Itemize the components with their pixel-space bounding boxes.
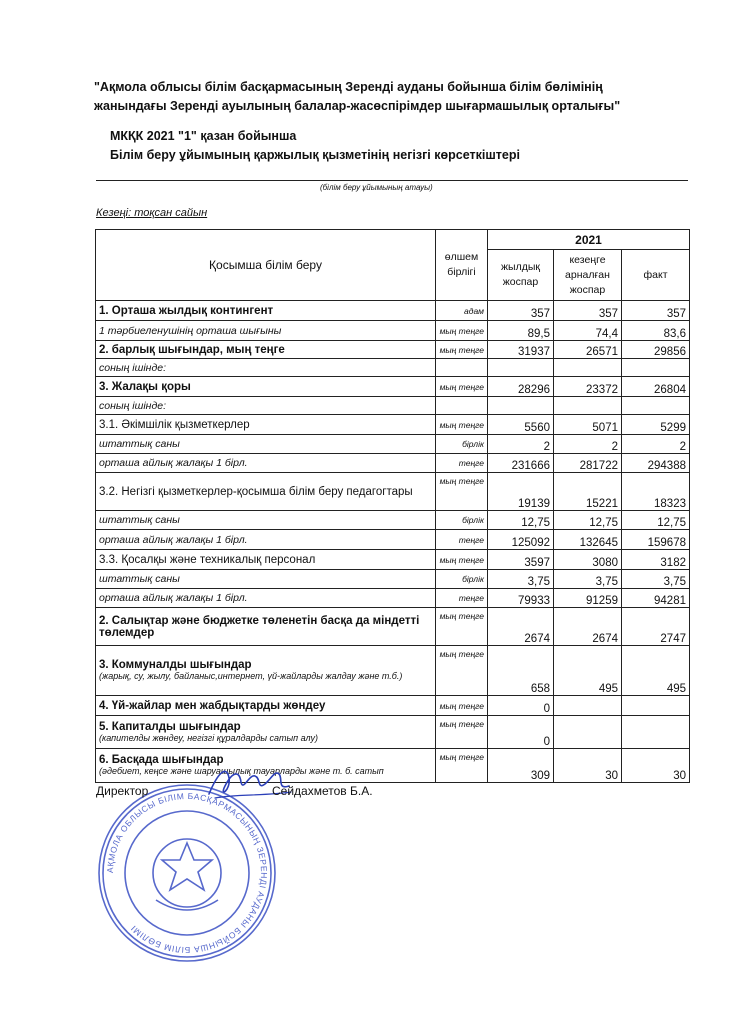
row-label: штаттық саны [99, 573, 180, 585]
row-value-plan: 2 [488, 435, 554, 454]
row-label: соның ішінде: [99, 361, 167, 374]
row-value-fact: 495 [622, 646, 690, 696]
table-row [96, 589, 690, 608]
row-unit: теңге [436, 530, 488, 550]
table-row [96, 716, 690, 749]
row-value-period-plan [554, 359, 622, 377]
director-label: Директор [96, 784, 149, 798]
row-label-cell [96, 473, 436, 511]
svg-text:АҚМОЛА ОБЛЫСЫ БІЛІМ БАСҚАРМАСЫ [105, 791, 269, 955]
column-header-fact: факт [622, 250, 690, 301]
subtitle-line-2: Білім беру ұйымының қаржылық қызметінің негізгі көрсеткіштері [110, 148, 520, 162]
row-value-fact [622, 716, 690, 749]
row-label-cell [96, 454, 436, 473]
row-value-plan: 89,5 [488, 321, 554, 341]
row-value-fact: 12,75 [622, 511, 690, 530]
row-value-fact: 18323 [622, 473, 690, 511]
row-label-cell [96, 530, 436, 550]
row-value-plan: 0 [488, 696, 554, 716]
row-value-plan: 5560 [488, 415, 554, 435]
table-body [96, 301, 690, 783]
row-unit [436, 359, 488, 377]
row-unit: мың теңге [436, 550, 488, 570]
row-value-plan: 3,75 [488, 570, 554, 589]
column-header-unit: өлшем бірлігі [436, 230, 488, 301]
row-label-cell [96, 646, 436, 696]
row-unit: теңге [436, 454, 488, 473]
row-value-period-plan [554, 696, 622, 716]
row-label: 3. Коммуналды шығындар [99, 659, 252, 671]
row-value-period-plan: 23372 [554, 377, 622, 397]
row-label-cell [96, 397, 436, 415]
row-note: (капителды жөндеу, негізгі құралдарды сатып алу) [99, 732, 319, 743]
row-label-cell [96, 716, 436, 749]
report-subtitle [110, 127, 670, 165]
row-label-cell [96, 321, 436, 341]
column-header-annual-plan: жылдық жоспар [488, 250, 554, 301]
column-header-main: Қосымша білім беру [96, 230, 436, 301]
row-label: 3.2. Негізгі қызметкерлер-қосымша білім беру педагогтары [99, 485, 413, 498]
row-label: 3.3. Қосалқы және техникалық персонал [99, 553, 316, 566]
row-value-fact [622, 696, 690, 716]
row-value-plan: 357 [488, 301, 554, 321]
row-unit: мың теңге [436, 321, 488, 341]
row-value-period-plan: 12,75 [554, 511, 622, 530]
table-row [96, 696, 690, 716]
row-value-fact: 30 [622, 749, 690, 783]
row-label: 4. Үй-жайлар мен жабдықтарды жөндеу [99, 699, 326, 712]
row-note: (жарық, су, жылу, байланыс,интернет, үй-жайларды жалдау және т.б.) [99, 671, 403, 681]
table-row [96, 341, 690, 359]
row-value-plan: 231666 [488, 454, 554, 473]
row-value-period-plan: 91259 [554, 589, 622, 608]
row-value-plan [488, 359, 554, 377]
organization-name-line [96, 180, 688, 181]
row-unit: мың теңге [436, 716, 488, 749]
row-value-plan: 19139 [488, 473, 554, 511]
row-label-cell [96, 608, 436, 646]
row-unit: мың теңге [436, 608, 488, 646]
table-row [96, 415, 690, 435]
row-label: орташа айлық жалақы 1 бірл. [99, 592, 248, 604]
table-row [96, 550, 690, 570]
table-row [96, 473, 690, 511]
organization-seal [94, 780, 280, 966]
row-unit: мың теңге [436, 696, 488, 716]
row-value-period-plan [554, 716, 622, 749]
row-value-plan: 12,75 [488, 511, 554, 530]
row-value-fact [622, 359, 690, 377]
row-value-plan: 2674 [488, 608, 554, 646]
row-label: 6. Басқада шығындар [99, 754, 224, 766]
row-value-period-plan: 30 [554, 749, 622, 783]
row-value-plan: 125092 [488, 530, 554, 550]
row-unit: адам [436, 301, 488, 321]
row-label-cell [96, 696, 436, 716]
row-value-period-plan: 15221 [554, 473, 622, 511]
row-value-period-plan: 495 [554, 646, 622, 696]
org-title-line-2: жанындағы Зеренді ауылының балалар-жасөспірімдер шығармашылық орталығы" [94, 99, 621, 113]
table-row [96, 530, 690, 550]
table-row [96, 646, 690, 696]
row-label: 5. Капиталды шығындар [99, 720, 241, 733]
row-value-period-plan: 357 [554, 301, 622, 321]
row-label-cell [96, 570, 436, 589]
table-row [96, 377, 690, 397]
row-value-fact: 83,6 [622, 321, 690, 341]
row-value-period-plan: 2674 [554, 608, 622, 646]
row-value-plan: 79933 [488, 589, 554, 608]
table-row [96, 397, 690, 415]
row-value-plan: 3597 [488, 550, 554, 570]
org-title-line-1: "Ақмола облысы білім басқармасының Зеренді ауданы бойынша білім бөлімінің [94, 80, 603, 94]
row-unit: бірлік [436, 570, 488, 589]
row-value-fact: 29856 [622, 341, 690, 359]
row-value-period-plan: 2 [554, 435, 622, 454]
row-value-fact: 94281 [622, 589, 690, 608]
row-value-fact: 5299 [622, 415, 690, 435]
row-label: 2. Салықтар және бюджетке төленетін басқа да міндетті төлемдер [99, 614, 420, 639]
row-label: соның ішінде: [99, 399, 167, 412]
row-label-cell [96, 359, 436, 377]
seal-ring-text: АҚМОЛА ОБЛЫСЫ БІЛІМ БАСҚАРМАСЫНЫҢ ЗЕРЕНДІ АУДАНЫ БОЙЫНША БІЛІМ БӨЛІМІ [104, 790, 270, 956]
table-row [96, 435, 690, 454]
table-row [96, 301, 690, 321]
row-label-cell [96, 511, 436, 530]
row-label: орташа айлық жалақы 1 бірл. [99, 457, 248, 469]
row-unit: бірлік [436, 435, 488, 454]
reporting-period: Кезеңі: тоқсан сайын [96, 207, 208, 219]
row-label-cell [96, 589, 436, 608]
row-unit: теңге [436, 589, 488, 608]
row-value-plan: 658 [488, 646, 554, 696]
director-signature [205, 760, 295, 805]
row-unit: мың теңге [436, 749, 488, 783]
row-label: 1. Орташа жылдық контингент [99, 304, 274, 317]
row-value-fact: 357 [622, 301, 690, 321]
row-value-period-plan: 74,4 [554, 321, 622, 341]
row-value-plan [488, 397, 554, 415]
organization-caption: (білім беру ұйымының атауы) [320, 183, 433, 192]
organization-title [94, 78, 694, 116]
row-value-plan: 0 [488, 716, 554, 749]
financial-indicators-table [95, 229, 690, 783]
table-row [96, 570, 690, 589]
row-value-plan: 28296 [488, 377, 554, 397]
row-label: штаттық саны [99, 514, 180, 526]
column-header-period-plan: кезеңге арналған жоспар [554, 250, 622, 301]
row-value-plan: 31937 [488, 341, 554, 359]
row-value-fact: 2 [622, 435, 690, 454]
row-label: 3.1. Әкімшілік қызметкерлер [99, 418, 250, 431]
row-value-fact: 159678 [622, 530, 690, 550]
row-label-cell [96, 415, 436, 435]
row-label-cell [96, 550, 436, 570]
table-row [96, 749, 690, 783]
row-value-period-plan: 281722 [554, 454, 622, 473]
table-row [96, 608, 690, 646]
row-value-fact: 3182 [622, 550, 690, 570]
row-value-period-plan: 3,75 [554, 570, 622, 589]
row-label: 2. барлық шығындар, мың теңге [99, 343, 285, 356]
row-label-cell [96, 301, 436, 321]
row-value-fact: 26804 [622, 377, 690, 397]
row-value-plan: 309 [488, 749, 554, 783]
subtitle-line-1: МКҚК 2021 "1" қазан бойынша [110, 129, 297, 143]
column-header-year: 2021 [488, 230, 690, 250]
row-unit: мың теңге [436, 377, 488, 397]
table-row [96, 359, 690, 377]
table-row [96, 511, 690, 530]
director-name: Сейдахметов Б.А. [272, 784, 373, 798]
table-row [96, 321, 690, 341]
row-unit [436, 397, 488, 415]
row-label: штаттық саны [99, 438, 180, 450]
table-row [96, 454, 690, 473]
row-label: орташа айлық жалақы 1 бірл. [99, 533, 248, 546]
row-value-fact: 2747 [622, 608, 690, 646]
row-value-period-plan: 5071 [554, 415, 622, 435]
row-label: 3. Жалақы қоры [99, 380, 191, 393]
row-value-fact: 294388 [622, 454, 690, 473]
row-unit: бірлік [436, 511, 488, 530]
row-label-cell [96, 341, 436, 359]
row-unit: мың теңге [436, 415, 488, 435]
row-label-cell [96, 377, 436, 397]
row-value-fact: 3,75 [622, 570, 690, 589]
row-unit: мың теңге [436, 646, 488, 696]
row-label: 1 тәрбиеленушінің орташа шығыны [99, 324, 282, 337]
row-note: (әдебиет, кеңсе және шаруашылық тауарларды және т. б. сатып [99, 766, 384, 776]
row-unit: мың теңге [436, 341, 488, 359]
row-unit: мың теңге [436, 473, 488, 511]
row-value-period-plan: 26571 [554, 341, 622, 359]
row-label-cell [96, 435, 436, 454]
row-value-period-plan: 3080 [554, 550, 622, 570]
row-value-period-plan [554, 397, 622, 415]
row-value-period-plan: 132645 [554, 530, 622, 550]
row-value-fact [622, 397, 690, 415]
